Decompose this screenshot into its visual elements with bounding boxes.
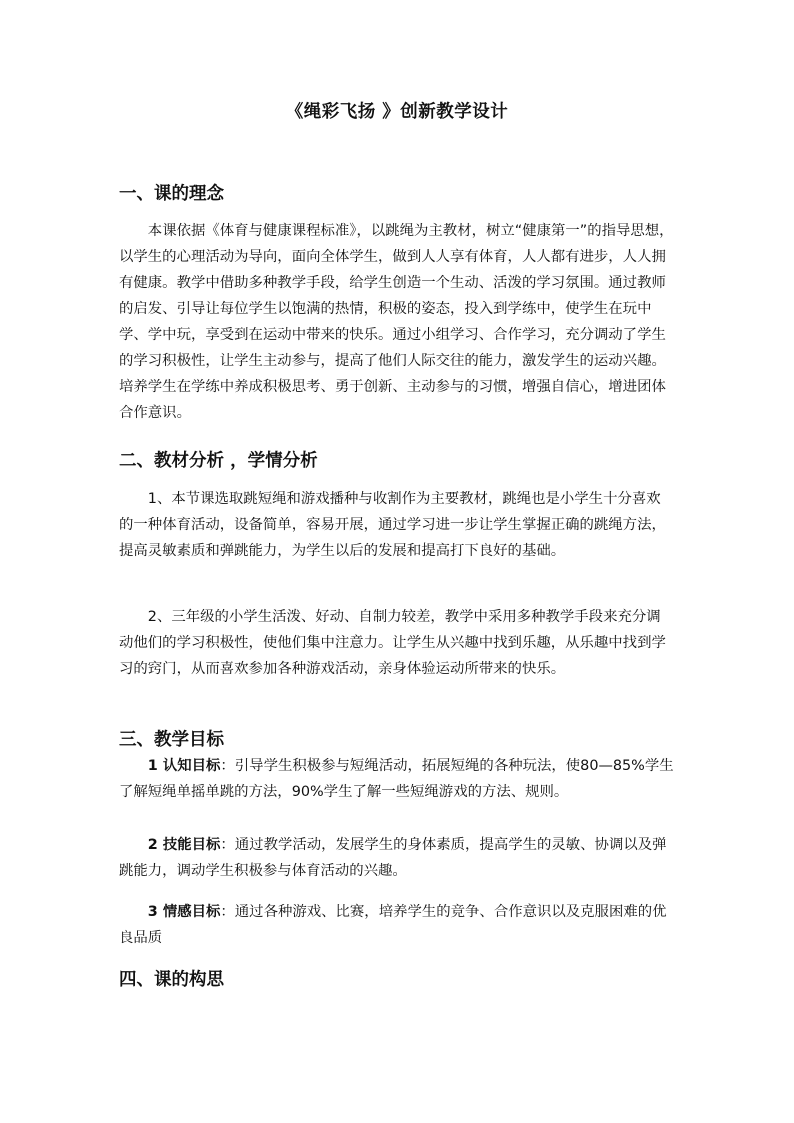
objective-cognitive-label: 1 认知目标 [147,758,221,774]
section-heading-analysis: 二、教材分析 ，学情分析 [119,451,318,471]
objective-emotion-label: 3 情感目标 [147,904,221,920]
objective-emotion-text: ：通过各种游戏、比赛，培养学生的竞争、合作意识以及克服困难的优良品质 [119,904,667,946]
section-heading-concept: 四、课的构思 [119,970,224,990]
objective-skill [119,832,675,884]
objective-skill-text: ：通过教学活动，发展学生的身体素质，提高学生的灵敏、协调以及弹跳能力，调动学生积极参与体育活动的兴趣。 [119,837,667,879]
objective-cognitive-text: ：引导学生积极参与短绳活动，拓展短绳的各种玩法，使80—85%学生了解短绳单摇单跳的方法，90%学生了解一些短绳游戏的方法、规则。 [119,758,674,800]
paragraph-philosophy: 本课依据《体育与健康课程标准》，以跳绳为主教材，树立“健康第一”的指导思想，以学生的心理活动为导向，面向全体学生，做到人人享有体育，人人都有进步，人人拥有健康。教学中借助多种教学手段，给学生创造一个生动、活泼的学习氛围。通过教师的启发、引导让每位学生以饱满的热情，积极的姿态，投入到学练中，使学生在玩中学、学中玩，享受到在运动中带来的快乐。通过小组学习、合作学习，充分调动了学生的学习积极性，让学生主动参与，提高了他们人际交往的能力，激发学生的运动兴趣。培养学生在学练中养成积极思考、勇于创新、主动参与的习惯，增强自信心，增进团体合作意识。 [119,223,674,421]
objective-skill-label: 2 技能目标 [147,837,221,853]
document-title: 《绳彩飞扬 》创新教学设计 [285,102,509,122]
section-heading-objectives: 三、教学目标 [119,730,224,750]
objective-emotion [119,899,675,951]
paragraph-material-analysis: 1、本节课选取跳短绳和游戏播种与收割作为主要教材，跳绳也是小学生十分喜欢的一种体育活动，设备简单，容易开展，通过学习进一步让学生掌握正确的跳绳方法，提高灵敏素质和弹跳能力，为学生以后的发展和提高打下良好的基础。 [119,491,666,559]
objective-cognitive [119,753,675,805]
paragraph-student-analysis: 2、三年级的小学生活泼、好动、自制力较差，教学中采用多种教学手段来充分调动他们的学习积极性，使他们集中注意力。让学生从兴趣中找到乐趣，从乐趣中找到学习的窍门，从而喜欢参加各种游戏活动，亲身体验运动所带来的快乐。 [119,609,666,677]
section-heading-philosophy: 一、课的理念 [119,184,224,204]
